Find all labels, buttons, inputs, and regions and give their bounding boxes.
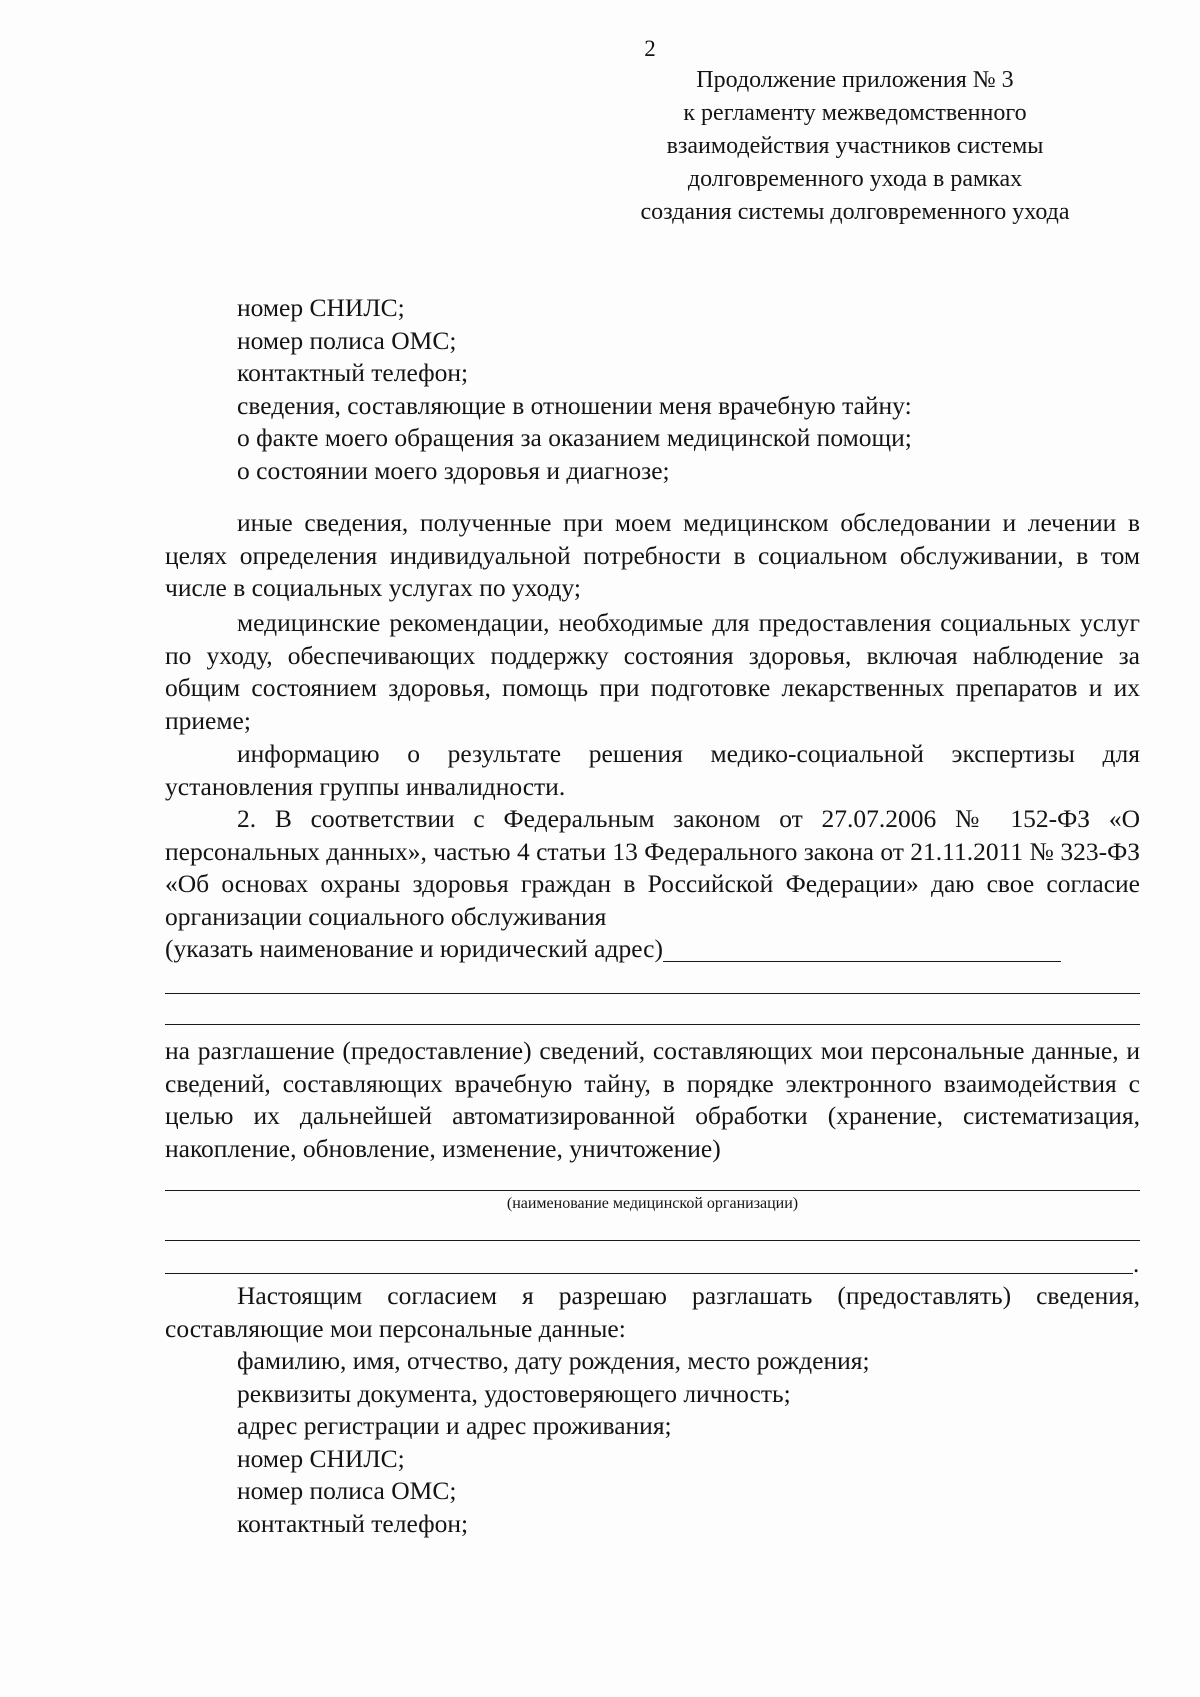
paragraph-other-info: иные сведения, полученные при моем медицинском обследовании и лечении в целях определения индивидуальной потребности в социальном обслуживании, в том числе в социальных услугах по уходу; [165,508,1140,602]
paragraph-disclosure: на разглашение (предоставление) сведений, составляющих мои персональные данные, и сведений, составляющих врачебную тайну, в порядке электронного взаимодействия с целью их дальнейшей автоматизированной обработки (хранение, систематизация, накопление, обновление, изменение, уничтожение) [165,1036,1140,1163]
list-item: номер СНИЛС; [237,293,405,322]
med-org-blank-line [165,1240,1140,1241]
address-blank-line [663,961,1061,962]
list-item: адрес регистрации и адрес проживания; [237,1411,672,1440]
end-period: . [1133,1251,1140,1278]
address-blank-line [165,1024,1140,1025]
list-item: номер полиса ОМС; [237,1476,457,1505]
list-item: контактный телефон; [237,358,469,387]
list-item: номер СНИЛС; [237,1443,405,1473]
appendix-header [590,64,1120,229]
med-org-blank-line [165,1190,1140,1191]
header-line: создания системы долговременного ухода [640,199,1070,225]
med-org-blank-line [165,1273,1133,1274]
list-item: реквизиты документа, удостоверяющего личность; [237,1378,791,1408]
list-item: контактный телефон; [237,1508,469,1538]
header-line: к регламенту межведомственного [683,100,1027,126]
address-blank-line [165,993,1140,994]
paragraph-consent: 2. В соответствии с Федеральным законом от 27.07.2006 № 152-ФЗ «О персональных данных», частью 4 статьи 13 Федерального закона от 21.11.2011 № 323-ФЗ «Об основах охраны здоровья граждан в Российской Федерации» даю свое согласие организации социального обслуживания [165,804,1140,931]
med-org-caption: (наименование медицинской организации) [506,1195,799,1212]
address-field [165,933,1140,966]
paragraph-permission: Настоящим согласием я разрешаю разглашать (предоставлять) сведения, составляющие мои персональные данные: [165,1281,1140,1343]
list-item: сведения, составляющие в отношении меня врачебную тайну: [237,390,912,420]
paragraph-mse: информацию о результате решения медико-социальной экспертизы для установления группы инвалидности. [165,739,1140,801]
header-line: взаимодействия участников системы [666,133,1044,159]
header-line: Продолжение приложения № 3 [696,67,1014,93]
page-number: 2 [644,36,656,61]
list-item: о факте моего обращения за оказанием медицинской помощи; [237,423,912,452]
list-item: фамилию, имя, отчество, дату рождения, место рождения; [237,1346,870,1375]
address-prompt: (указать наименование и юридический адрес) [165,934,663,963]
list-item: номер полиса ОМС; [237,325,457,355]
top-list [165,292,1140,487]
paragraph-recommendations: медицинские рекомендации, необходимые для предоставления социальных услуг по уходу, обеспечивающих поддержку состояния здоровья, включая наблюдение за общим состоянием здоровья, помощь при подготовке лекарственных препаратов и их приеме; [165,608,1140,735]
list-item: о состоянии моего здоровья и диагнозе; [237,455,670,485]
bottom-list [165,1345,1140,1540]
header-line: долговременного ухода в рамках [687,166,1023,192]
